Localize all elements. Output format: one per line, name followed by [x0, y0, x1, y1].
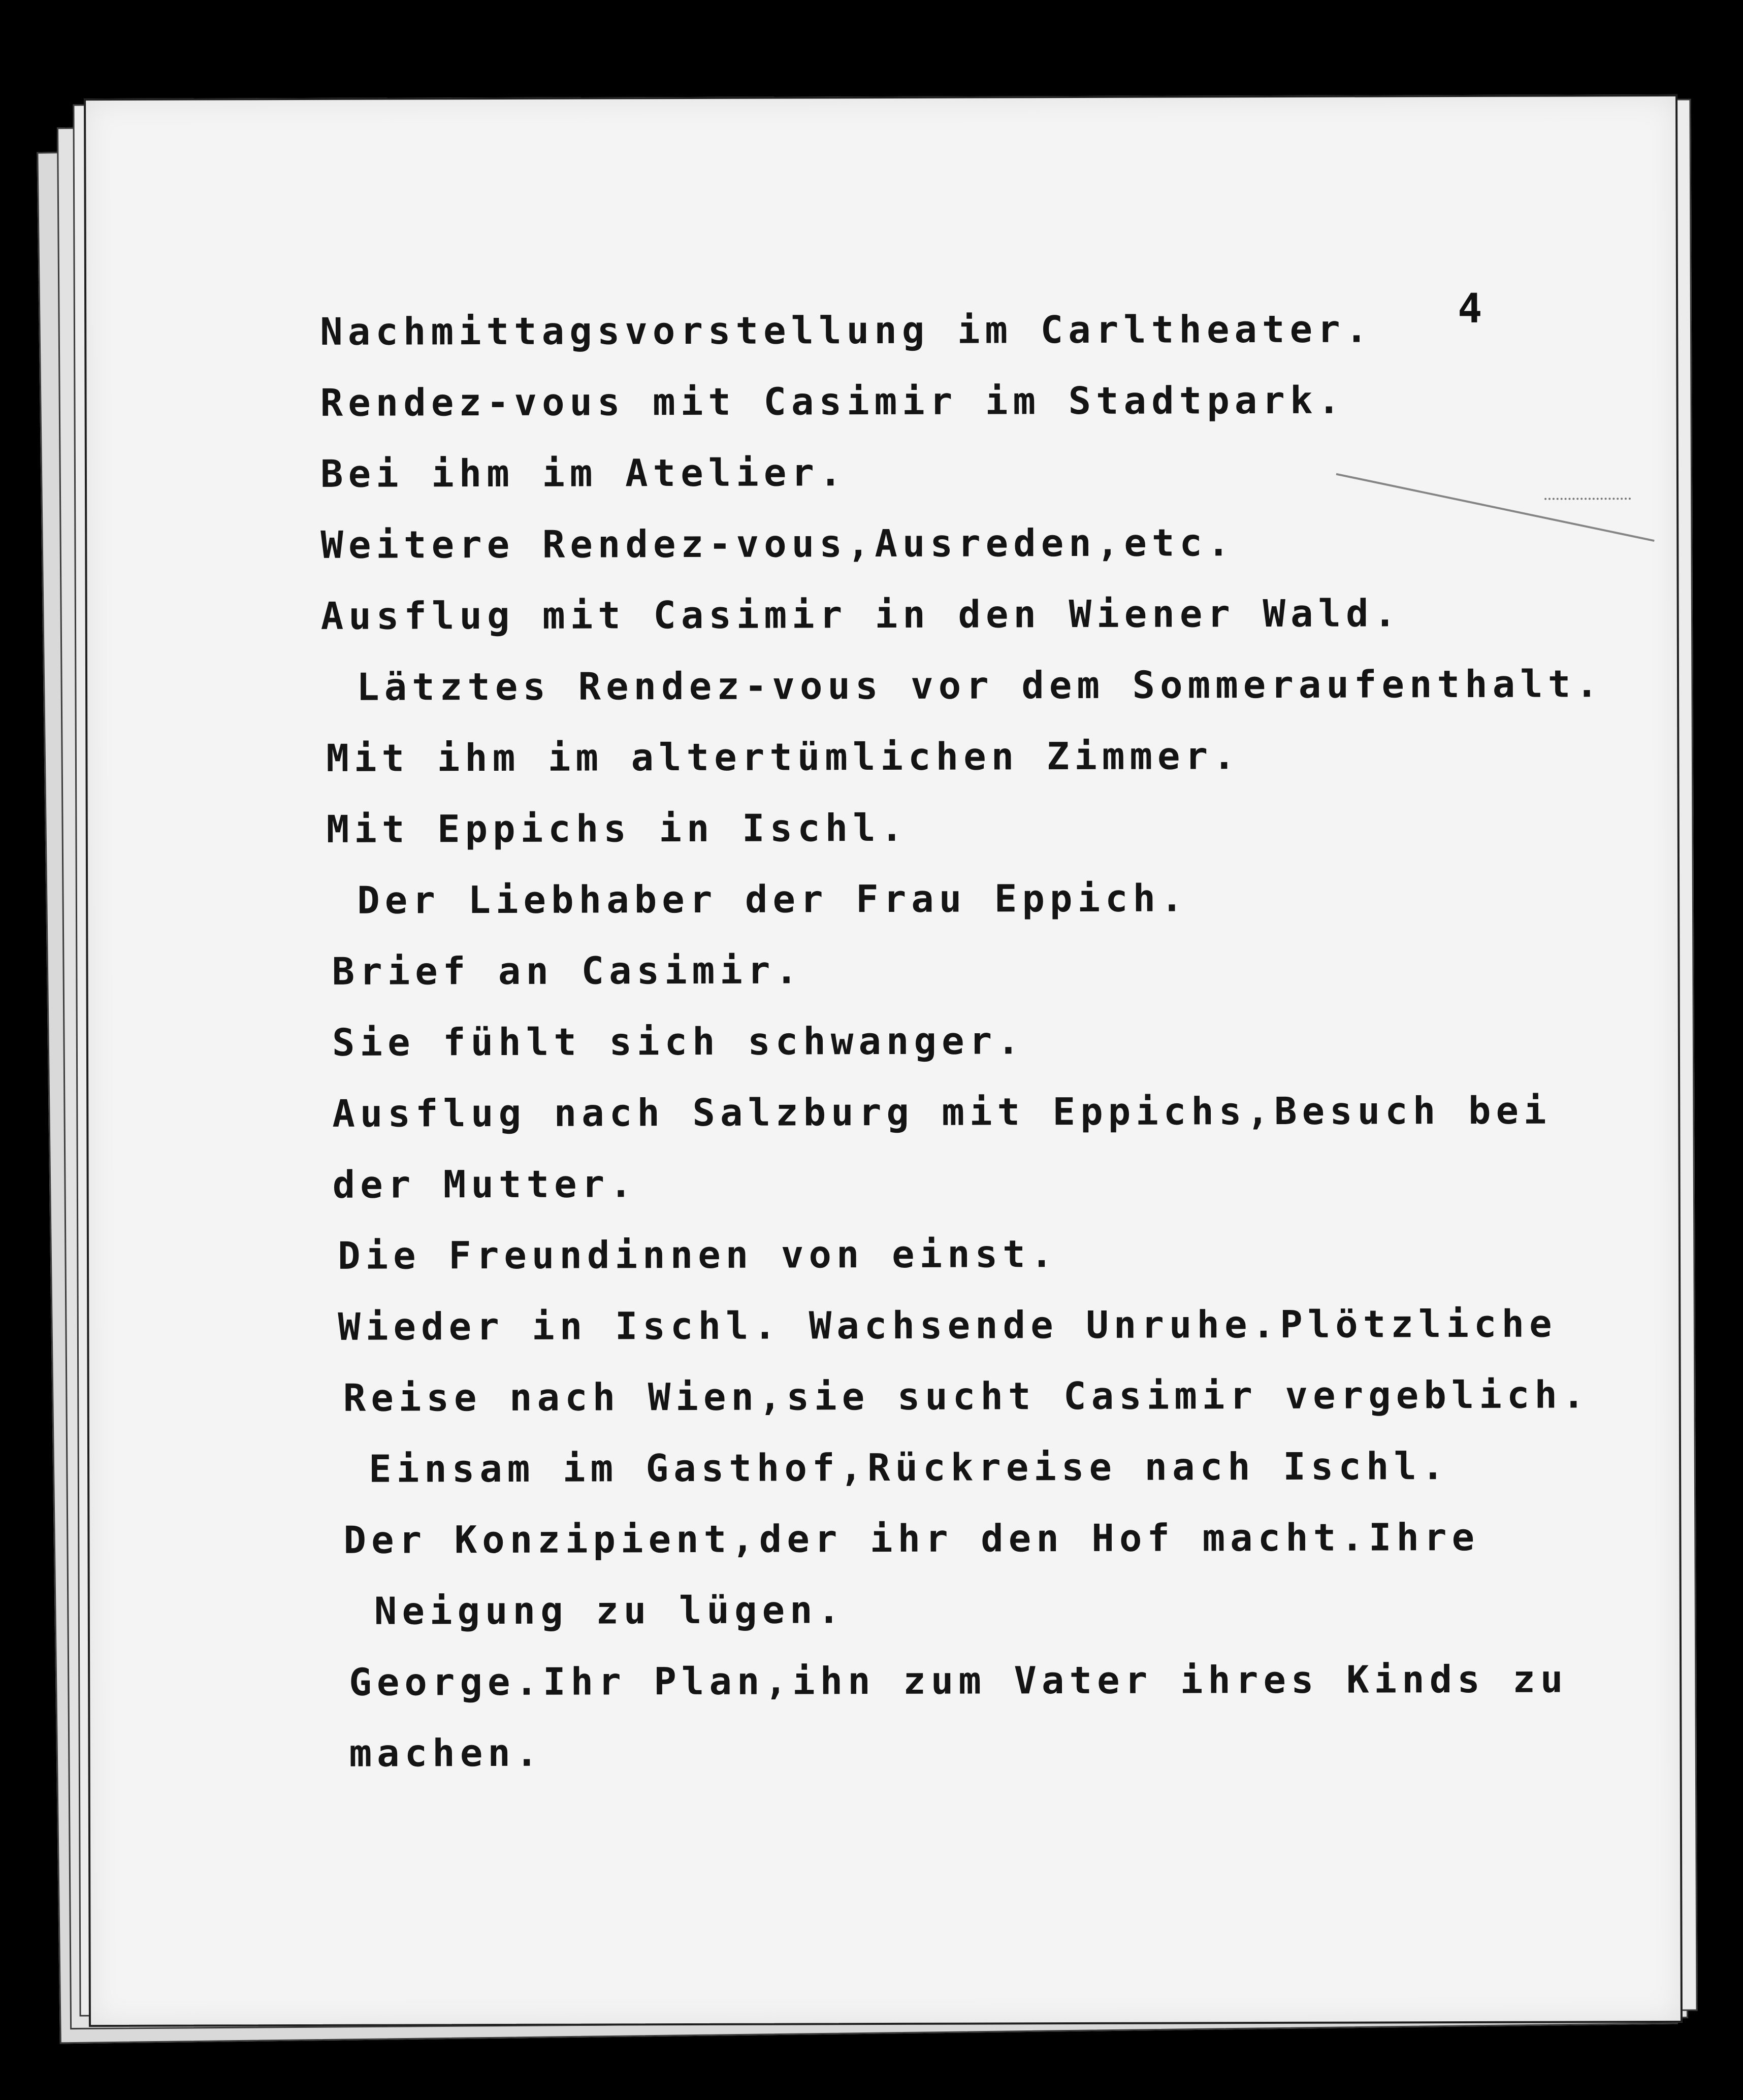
- text-line: der Mutter.: [332, 1162, 637, 1207]
- text-line: Weitere Rendez-vous,Ausreden,etc.: [320, 521, 1235, 567]
- text-line: Die Freundinnen von einst.: [337, 1232, 1058, 1278]
- typed-page: [84, 94, 1683, 2027]
- text-line: Mit ihm im altertümlichen Zimmer.: [326, 734, 1241, 780]
- text-line: Ausflug mit Casimir in den Wiener Wald.: [320, 592, 1402, 638]
- text-line: Bei ihm im Atelier.: [320, 451, 847, 496]
- text-line: Mit Eppichs in Ischl.: [326, 806, 909, 851]
- text-line: Der Konzipient,der ihr den Hof macht.Ihre: [343, 1515, 1480, 1562]
- text-line: Ausflug nach Salzburg mit Eppichs,Besuch bei: [332, 1089, 1552, 1136]
- text-line: Nachmittagsvorstellung im Carltheater.: [320, 307, 1373, 354]
- text-line: Sie fühlt sich schwanger.: [332, 1019, 1025, 1065]
- text-line: Reise nach Wien,sie sucht Casimir vergeblich.: [343, 1373, 1590, 1420]
- text-line: Lätztes Rendez-vous vor dem Sommeraufenthalt.: [356, 662, 1604, 709]
- text-line: machen.: [349, 1731, 543, 1776]
- typed-text-block: [86, 96, 1681, 2025]
- text-line: Wieder in Ischl. Wachsende Unruhe.Plötzliche: [338, 1302, 1557, 1349]
- text-line: Der Liebhaber der Frau Eppich.: [357, 876, 1188, 923]
- text-line: Neigung zu lügen.: [374, 1588, 846, 1633]
- text-line: Einsam im Gasthof,Rückreise nach Ischl.: [368, 1445, 1449, 1491]
- page-number: 4: [1458, 284, 1482, 333]
- text-line: Rendez-vous mit Casimir im Stadtpark.: [320, 378, 1346, 425]
- text-line: Brief an Casimir.: [332, 948, 803, 994]
- text-line: George.Ihr Plan,ihn zum Vater ihres Kinds zu: [349, 1657, 1568, 1704]
